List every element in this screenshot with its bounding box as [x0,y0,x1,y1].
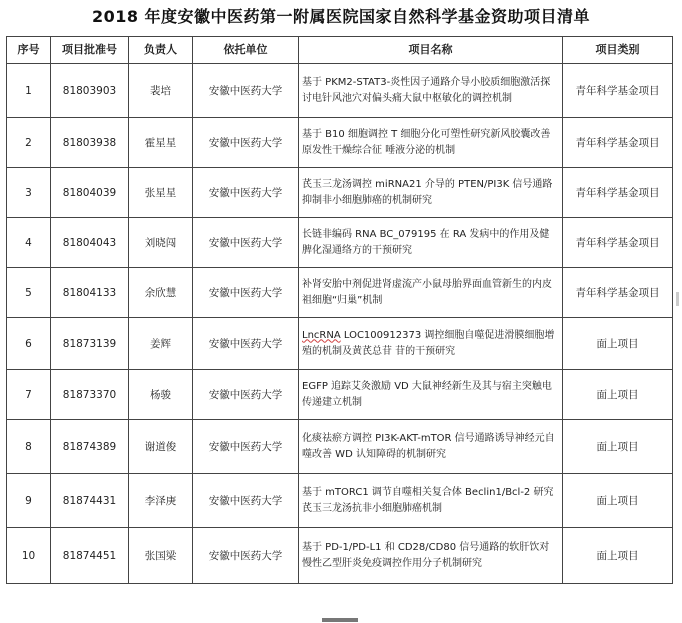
row-approval-number: 81874389 [51,420,129,474]
row-no: 4 [7,218,51,268]
table-row [7,420,673,474]
table-row [7,474,673,528]
row-unit: 安徽中医药大学 [193,370,299,420]
table-row [7,64,673,118]
row-project-name: 基于 PKM2-STAT3-炎性因子通路介导小胶质细胞激活探讨电针风池穴对偏头痛大鼠中枢敏化的调控机制 [299,64,563,118]
row-unit: 安徽中医药大学 [193,64,299,118]
row-project-name: 芪玉三龙汤调控 miRNA21 介导的 PTEN/PI3K 信号通路抑制非小细胞肺癌的机制研究 [299,168,563,218]
row-project-name: 基于 B10 细胞调控 T 细胞分化可塑性研究新风胶囊改善原发性干燥综合征 唾液分泌的机制 [299,118,563,168]
row-leader: 余欣慧 [129,268,193,318]
table-row [7,528,673,584]
row-project-name-rest: LOC100912373 调控细胞自噬促进滑膜细胞增殖的机制及黄芪总苷 苷的干预研究 [302,329,555,357]
row-approval-number: 81804043 [51,218,129,268]
row-unit: 安徽中医药大学 [193,474,299,528]
row-leader: 李泽庚 [129,474,193,528]
document-title: 2018 年度安徽中医药第一附属医院国家自然科学基金资助项目清单 [91,7,591,26]
row-category: 青年科学基金项目 [563,268,673,318]
row-leader: 霍星星 [129,118,193,168]
row-unit: 安徽中医药大学 [193,118,299,168]
spellcheck-word: LncRNA [302,329,341,341]
row-no: 2 [7,118,51,168]
row-unit: 安徽中医药大学 [193,268,299,318]
row-no: 8 [7,420,51,474]
row-no: 6 [7,318,51,370]
row-unit: 安徽中医药大学 [193,218,299,268]
table-row [7,370,673,420]
row-leader: 杨骏 [129,370,193,420]
row-category: 面上项目 [563,474,673,528]
header-leader: 负责人 [129,37,193,64]
header-unit: 依托单位 [193,37,299,64]
table-row [7,218,673,268]
row-approval-number: 81803938 [51,118,129,168]
row-project-name: 长链非编码 RNA BC_079195 在 RA 发病中的作用及健脾化湿通络方的干预研究 [299,218,563,268]
row-category: 青年科学基金项目 [563,218,673,268]
row-approval-number: 81874431 [51,474,129,528]
table-row [7,168,673,218]
scroll-indicator [676,292,679,306]
row-approval-number: 81804039 [51,168,129,218]
row-leader: 张星星 [129,168,193,218]
row-category: 青年科学基金项目 [563,118,673,168]
row-category: 面上项目 [563,528,673,584]
row-approval-number: 81804133 [51,268,129,318]
row-unit: 安徽中医药大学 [193,528,299,584]
row-leader: 姜辉 [129,318,193,370]
row-category: 青年科学基金项目 [563,168,673,218]
row-leader: 张国梁 [129,528,193,584]
row-approval-number: 81873370 [51,370,129,420]
row-project-name: 基于 mTORC1 调节自噬相关复合体 Beclin1/Bcl-2 研究芪玉三龙汤抗非小细胞肺癌机制 [299,474,563,528]
page-edge-mark [322,618,358,622]
row-category: 面上项目 [563,370,673,420]
row-unit: 安徽中医药大学 [193,420,299,474]
row-approval-number: 81803903 [51,64,129,118]
row-category: 青年科学基金项目 [563,64,673,118]
row-no: 9 [7,474,51,528]
row-no: 7 [7,370,51,420]
row-project-name: 补肾安胎中剂促进肾虚流产小鼠母胎界面血管新生的内皮祖细胞“归巢”机制 [299,268,563,318]
table-row [7,268,673,318]
row-project-name: EGFP 追踪艾灸激励 VD 大鼠神经新生及其与宿主突触电传递建立机制 [299,370,563,420]
row-unit: 安徽中医药大学 [193,168,299,218]
table-row [7,318,673,370]
funding-table [6,36,673,584]
row-category: 面上项目 [563,318,673,370]
row-approval-number: 81874451 [51,528,129,584]
row-project-name: 化痰祛瘀方调控 PI3K-AKT-mTOR 信号通路诱导神经元自噬改善 WD 认知障碍的机制研究 [299,420,563,474]
row-project-name: 基于 PD-1/PD-L1 和 CD28/CD80 信号通路的软肝饮对慢性乙型肝炎免疫调控作用分子机制研究 [299,528,563,584]
row-no: 5 [7,268,51,318]
row-no: 3 [7,168,51,218]
row-leader: 谢道俊 [129,420,193,474]
row-category: 面上项目 [563,420,673,474]
header-category: 项目类别 [563,37,673,64]
table-header-row [7,37,673,64]
header-project-name: 项目名称 [299,37,563,64]
row-no: 1 [7,64,51,118]
row-project-name [299,318,563,370]
row-no: 10 [7,528,51,584]
row-leader: 裴培 [129,64,193,118]
header-no: 序号 [7,37,51,64]
header-approval-number: 项目批准号 [51,37,129,64]
row-approval-number: 81873139 [51,318,129,370]
table-row [7,118,673,168]
row-unit: 安徽中医药大学 [193,318,299,370]
row-leader: 刘晓闯 [129,218,193,268]
